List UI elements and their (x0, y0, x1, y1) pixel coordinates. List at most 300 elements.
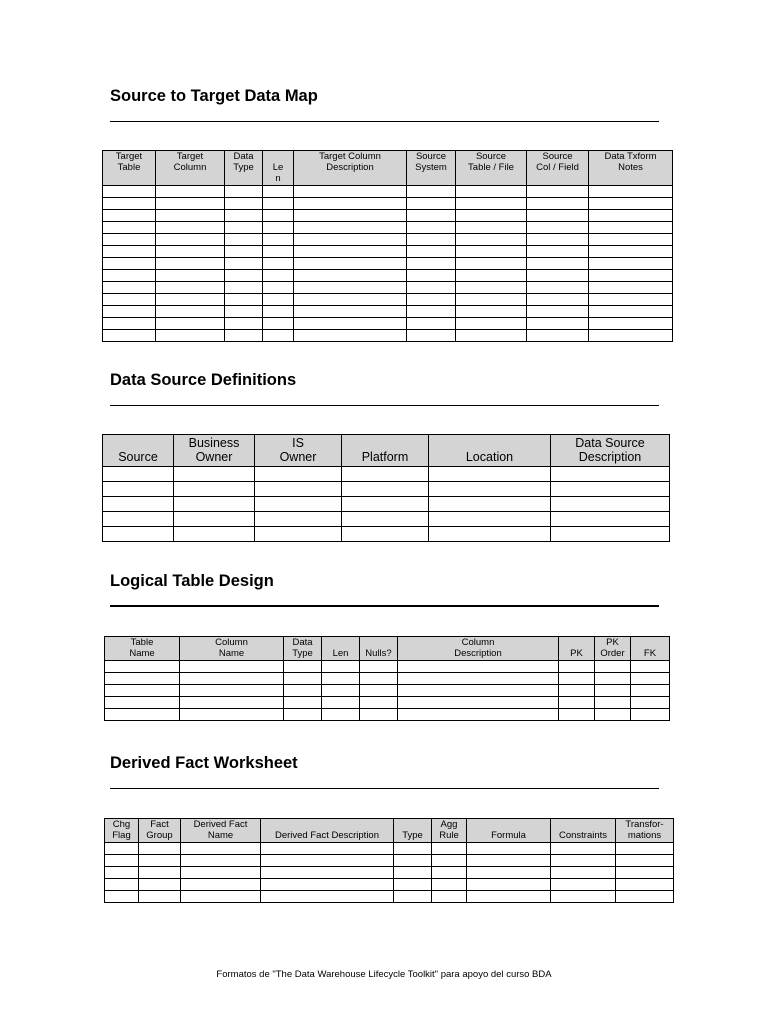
table-cell (589, 270, 673, 282)
table-cell (180, 673, 284, 685)
section-title-logical-table: Logical Table Design (110, 572, 274, 590)
table-cell (589, 246, 673, 258)
table-cell (225, 270, 263, 282)
column-header: Business Owner (174, 435, 255, 467)
table-cell (360, 697, 398, 709)
table-cell (156, 222, 225, 234)
table-cell (103, 318, 156, 330)
table-cell (456, 282, 527, 294)
column-header: Table Name (105, 637, 180, 661)
table-row (103, 234, 673, 246)
table-cell (456, 198, 527, 210)
table-cell (156, 210, 225, 222)
table-cell (225, 198, 263, 210)
table-cell (105, 843, 139, 855)
table-cell (156, 198, 225, 210)
table-cell (284, 709, 322, 721)
table-cell (616, 891, 674, 903)
column-header: Chg Flag (105, 819, 139, 843)
table-cell (360, 661, 398, 673)
table-cell (589, 318, 673, 330)
section-title-source-target: Source to Target Data Map (110, 87, 318, 105)
table-cell (595, 697, 631, 709)
table-cell (294, 234, 407, 246)
table-cell (407, 282, 456, 294)
table-row (103, 306, 673, 318)
table-cell (398, 709, 559, 721)
table-cell (407, 234, 456, 246)
column-header: Source System (407, 151, 456, 186)
table-cell (467, 879, 551, 891)
table-cell (103, 526, 174, 541)
table-cell (432, 843, 467, 855)
table-cell (181, 879, 261, 891)
table-row (103, 198, 673, 210)
table-cell (225, 222, 263, 234)
table-cell (616, 867, 674, 879)
table-cell (527, 246, 589, 258)
table-cell (225, 258, 263, 270)
table-cell (103, 294, 156, 306)
table-cell (156, 318, 225, 330)
table-cell (551, 855, 616, 867)
table-cell (174, 496, 255, 511)
table-cell (631, 661, 670, 673)
table-cell (456, 234, 527, 246)
table-cell (294, 306, 407, 318)
table-row (105, 673, 670, 685)
column-header: Transfor- mations (616, 819, 674, 843)
table-cell (103, 496, 174, 511)
table-cell (429, 481, 551, 496)
table-cell (139, 855, 181, 867)
table-cell (255, 496, 342, 511)
table-cell (407, 318, 456, 330)
table-cell (180, 661, 284, 673)
table-cell (263, 330, 294, 342)
table-cell (398, 685, 559, 697)
table-cell (105, 879, 139, 891)
table-cell (105, 891, 139, 903)
table-cell (559, 697, 595, 709)
column-header: Source Col / Field (527, 151, 589, 186)
table-cell (294, 222, 407, 234)
table-row (103, 481, 670, 496)
table-cell (527, 234, 589, 246)
table-cell (255, 526, 342, 541)
table-cell (527, 294, 589, 306)
table-cell (263, 294, 294, 306)
column-header: Nulls? (360, 637, 398, 661)
table-cell (263, 234, 294, 246)
table-cell (322, 661, 360, 673)
table-cell (294, 282, 407, 294)
table-cell (394, 879, 432, 891)
table-cell (551, 891, 616, 903)
table-cell (631, 697, 670, 709)
table-cell (181, 855, 261, 867)
table-cell (103, 481, 174, 496)
column-header: Fact Group (139, 819, 181, 843)
table-cell (456, 270, 527, 282)
table-cell (432, 891, 467, 903)
footer-text: Formatos de "The Data Warehouse Lifecycle Toolkit" para apoyo del curso BDA (216, 969, 552, 980)
table-cell (342, 466, 429, 481)
table-cell (225, 306, 263, 318)
table-cell (342, 526, 429, 541)
table-cell (103, 198, 156, 210)
table-cell (527, 210, 589, 222)
section-title-derived-fact: Derived Fact Worksheet (110, 754, 298, 772)
table-cell (394, 843, 432, 855)
section-divider (110, 788, 659, 789)
table-cell (103, 270, 156, 282)
table-cell (174, 511, 255, 526)
table-cell (407, 258, 456, 270)
table-row (103, 330, 673, 342)
table-row (103, 511, 670, 526)
table-cell (456, 210, 527, 222)
table-cell (398, 697, 559, 709)
table-cell (263, 318, 294, 330)
table-cell (181, 867, 261, 879)
table-cell (527, 318, 589, 330)
column-header: Column Name (180, 637, 284, 661)
table-row (103, 186, 673, 198)
table-cell (527, 198, 589, 210)
column-header: Location (429, 435, 551, 467)
table-row (105, 697, 670, 709)
table-cell (394, 855, 432, 867)
table-cell (589, 198, 673, 210)
table-cell (595, 661, 631, 673)
column-header: Data Txform Notes (589, 151, 673, 186)
table-cell (255, 511, 342, 526)
table-cell (467, 867, 551, 879)
table-row (105, 709, 670, 721)
table-cell (105, 673, 180, 685)
table-cell (105, 685, 180, 697)
table-row (103, 466, 670, 481)
table-cell (394, 867, 432, 879)
column-header: Le n (263, 151, 294, 186)
table-cell (456, 318, 527, 330)
table-cell (527, 258, 589, 270)
table-cell (407, 198, 456, 210)
table-cell (103, 222, 156, 234)
table-cell (174, 526, 255, 541)
column-header: Target Table (103, 151, 156, 186)
table-cell (527, 186, 589, 198)
table-cell (180, 709, 284, 721)
table-cell (294, 258, 407, 270)
table-row (103, 246, 673, 258)
table-cell (432, 867, 467, 879)
column-header: Source (103, 435, 174, 467)
table-cell (156, 330, 225, 342)
table-cell (294, 246, 407, 258)
column-header: Constraints (551, 819, 616, 843)
table-cell (551, 511, 670, 526)
column-header: Agg Rule (432, 819, 467, 843)
table-cell (559, 661, 595, 673)
table-cell (407, 294, 456, 306)
table-cell (527, 222, 589, 234)
table-cell (156, 258, 225, 270)
table-row (103, 222, 673, 234)
table-cell (456, 330, 527, 342)
table-row (105, 879, 674, 891)
table-cell (139, 843, 181, 855)
table-cell (631, 685, 670, 697)
table-cell (429, 511, 551, 526)
column-header: Derived Fact Name (181, 819, 261, 843)
section-divider (110, 405, 659, 406)
table-cell (322, 673, 360, 685)
table-cell (225, 294, 263, 306)
table-cell (294, 198, 407, 210)
table-cell (156, 186, 225, 198)
column-header: Column Description (398, 637, 559, 661)
table-cell (456, 186, 527, 198)
table-cell (322, 709, 360, 721)
table-cell (103, 330, 156, 342)
table-row (103, 294, 673, 306)
table-cell (559, 685, 595, 697)
table-row (103, 210, 673, 222)
column-header: Len (322, 637, 360, 661)
section-divider (110, 605, 659, 607)
table-cell (589, 234, 673, 246)
table-cell (174, 466, 255, 481)
table-cell (156, 294, 225, 306)
table-row (103, 270, 673, 282)
table-cell (551, 526, 670, 541)
table-cell (284, 697, 322, 709)
table-cell (589, 186, 673, 198)
table-cell (284, 661, 322, 673)
table-cell (181, 843, 261, 855)
table-cell (180, 697, 284, 709)
table-cell (559, 673, 595, 685)
table-cell (263, 198, 294, 210)
table-cell (432, 855, 467, 867)
table-cell (342, 496, 429, 511)
table-cell (589, 294, 673, 306)
table-cell (616, 879, 674, 891)
table-cell (467, 855, 551, 867)
table-cell (294, 318, 407, 330)
table-cell (398, 661, 559, 673)
table-cell (616, 855, 674, 867)
table-row (103, 318, 673, 330)
column-header: Type (394, 819, 432, 843)
table-cell (456, 294, 527, 306)
table-cell (527, 330, 589, 342)
table-cell (432, 879, 467, 891)
table-cell (156, 234, 225, 246)
table-cell (407, 246, 456, 258)
section-divider (110, 121, 659, 122)
table-row (105, 891, 674, 903)
table-cell (225, 246, 263, 258)
table-cell (103, 511, 174, 526)
table-cell (225, 234, 263, 246)
table-cell (407, 330, 456, 342)
column-header: PK Order (595, 637, 631, 661)
table-cell (156, 270, 225, 282)
table-cell (467, 891, 551, 903)
column-header: Formula (467, 819, 551, 843)
table-cell (105, 867, 139, 879)
table-cell (105, 697, 180, 709)
table-cell (105, 661, 180, 673)
table-row (103, 496, 670, 511)
column-header: PK (559, 637, 595, 661)
table-cell (595, 685, 631, 697)
table-cell (263, 306, 294, 318)
table-cell (225, 330, 263, 342)
table-cell (263, 270, 294, 282)
table-cell (225, 282, 263, 294)
table-cell (156, 246, 225, 258)
table-row (103, 526, 670, 541)
table-cell (589, 282, 673, 294)
column-header: Target Column Description (294, 151, 407, 186)
table-cell (261, 867, 394, 879)
table-cell (407, 222, 456, 234)
column-header: Data Type (284, 637, 322, 661)
table-cell (322, 685, 360, 697)
table-cell (103, 186, 156, 198)
table-cell (589, 330, 673, 342)
table-cell (294, 294, 407, 306)
table-cell (398, 673, 559, 685)
table-cell (559, 709, 595, 721)
table-cell (360, 673, 398, 685)
table-cell (261, 855, 394, 867)
table-cell (456, 258, 527, 270)
column-header: IS Owner (255, 435, 342, 467)
table-cell (294, 330, 407, 342)
table-cell (261, 843, 394, 855)
table-cell (103, 258, 156, 270)
table-cell (551, 466, 670, 481)
table-cell (139, 891, 181, 903)
table-cell (467, 843, 551, 855)
table-cell (595, 673, 631, 685)
table-cell (255, 466, 342, 481)
table-cell (294, 186, 407, 198)
table-cell (527, 306, 589, 318)
table-cell (394, 891, 432, 903)
table-cell (631, 709, 670, 721)
table-row (103, 282, 673, 294)
table-cell (616, 843, 674, 855)
table-cell (589, 210, 673, 222)
table-cell (589, 222, 673, 234)
table-cell (105, 709, 180, 721)
table-cell (456, 306, 527, 318)
table-row (105, 685, 670, 697)
table-row (105, 843, 674, 855)
table-cell (551, 496, 670, 511)
table-cell (181, 891, 261, 903)
table-cell (261, 879, 394, 891)
table-cell (103, 306, 156, 318)
logical-table-design (104, 636, 670, 721)
table-cell (407, 270, 456, 282)
table-cell (284, 673, 322, 685)
table-cell (139, 867, 181, 879)
table-cell (527, 282, 589, 294)
table-cell (225, 186, 263, 198)
derived-fact-table (104, 818, 674, 903)
table-cell (261, 891, 394, 903)
column-header: Data Type (225, 151, 263, 186)
table-cell (456, 246, 527, 258)
column-header: Data Source Description (551, 435, 670, 467)
table-cell (342, 481, 429, 496)
table-cell (139, 879, 181, 891)
table-cell (174, 481, 255, 496)
column-header: Source Table / File (456, 151, 527, 186)
table-cell (103, 282, 156, 294)
table-cell (342, 511, 429, 526)
source-target-table (102, 150, 673, 342)
table-cell (360, 685, 398, 697)
table-cell (103, 234, 156, 246)
table-cell (595, 709, 631, 721)
column-header: Platform (342, 435, 429, 467)
table-row (103, 258, 673, 270)
table-row (105, 855, 674, 867)
table-cell (631, 673, 670, 685)
table-cell (156, 306, 225, 318)
table-cell (407, 186, 456, 198)
table-cell (225, 318, 263, 330)
table-cell (294, 270, 407, 282)
table-cell (263, 282, 294, 294)
table-cell (225, 210, 263, 222)
table-cell (103, 466, 174, 481)
section-title-data-source: Data Source Definitions (110, 371, 297, 389)
table-cell (589, 306, 673, 318)
column-header: FK (631, 637, 670, 661)
table-cell (255, 481, 342, 496)
table-cell (263, 186, 294, 198)
table-cell (429, 466, 551, 481)
column-header: Derived Fact Description (261, 819, 394, 843)
table-row (105, 661, 670, 673)
table-cell (407, 306, 456, 318)
table-cell (263, 246, 294, 258)
table-cell (429, 496, 551, 511)
table-cell (322, 697, 360, 709)
table-cell (284, 685, 322, 697)
table-cell (105, 855, 139, 867)
table-cell (294, 210, 407, 222)
table-cell (589, 258, 673, 270)
table-cell (103, 246, 156, 258)
table-cell (407, 210, 456, 222)
table-cell (551, 843, 616, 855)
table-cell (156, 282, 225, 294)
table-cell (551, 879, 616, 891)
table-cell (263, 258, 294, 270)
data-source-table (102, 434, 670, 542)
table-cell (360, 709, 398, 721)
